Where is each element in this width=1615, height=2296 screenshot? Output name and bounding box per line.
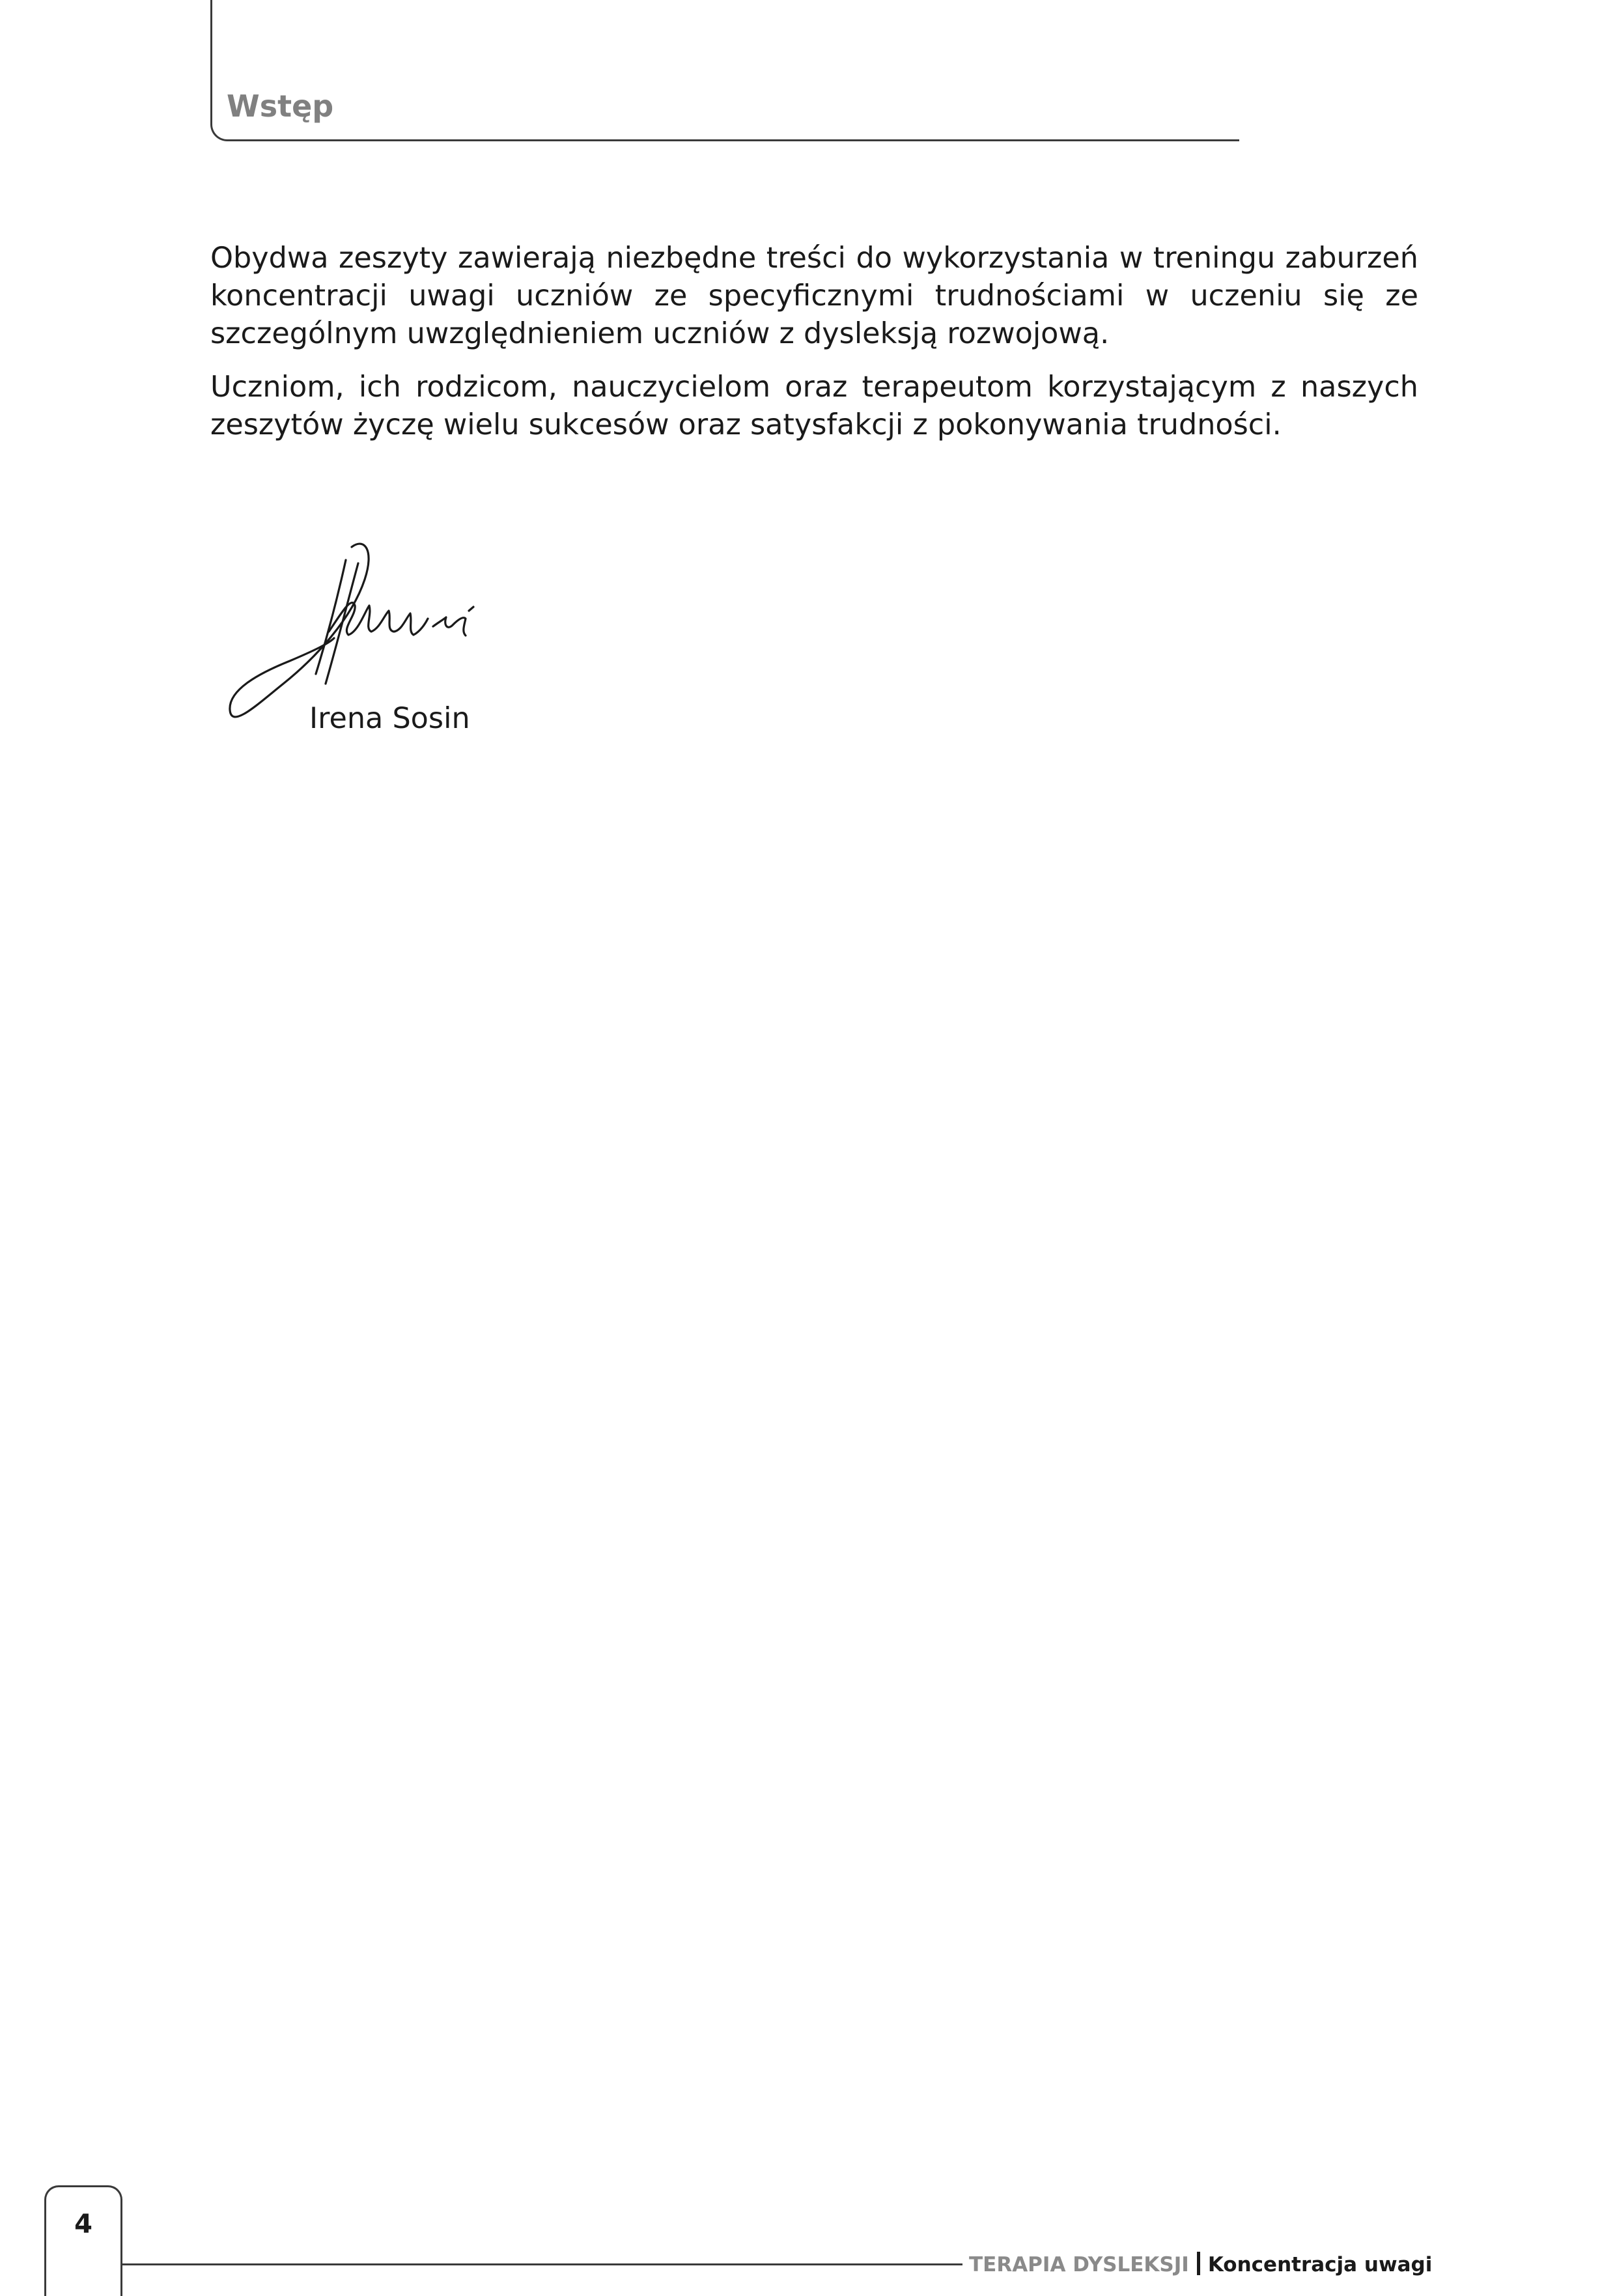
paragraph-2: Uczniom, ich rodzicom, nauczycielom oraz terapeutom korzystającym z naszych zeszytów życzę wielu sukcesów oraz satysfakcji z pokonywania trudności. [210, 371, 1418, 441]
signer-name: Irena Sosin [309, 702, 470, 735]
footer-subtitle: Koncentracja uwagi [1207, 2253, 1433, 2276]
footer-running-title [969, 2252, 1432, 2275]
footer-rule [122, 2263, 962, 2265]
body-text [210, 240, 1418, 460]
footer-separator [1197, 2252, 1200, 2275]
page-number: 4 [74, 2209, 92, 2239]
footer-series: TERAPIA DYSLEKSJI [969, 2253, 1189, 2276]
section-title: Wstęp [227, 89, 334, 124]
header-frame [210, 0, 1239, 141]
page-number-box [44, 2185, 122, 2296]
paragraph-1: Obydwa zeszyty zawierają niezbędne treści do wykorzystania w treningu zaburzeń koncentracji uwagi uczniów ze specyficznymi trudnościami w uczeniu się ze szczególnym uwzględnieniem uczniów z dysleksją rozwojową. [210, 242, 1418, 350]
